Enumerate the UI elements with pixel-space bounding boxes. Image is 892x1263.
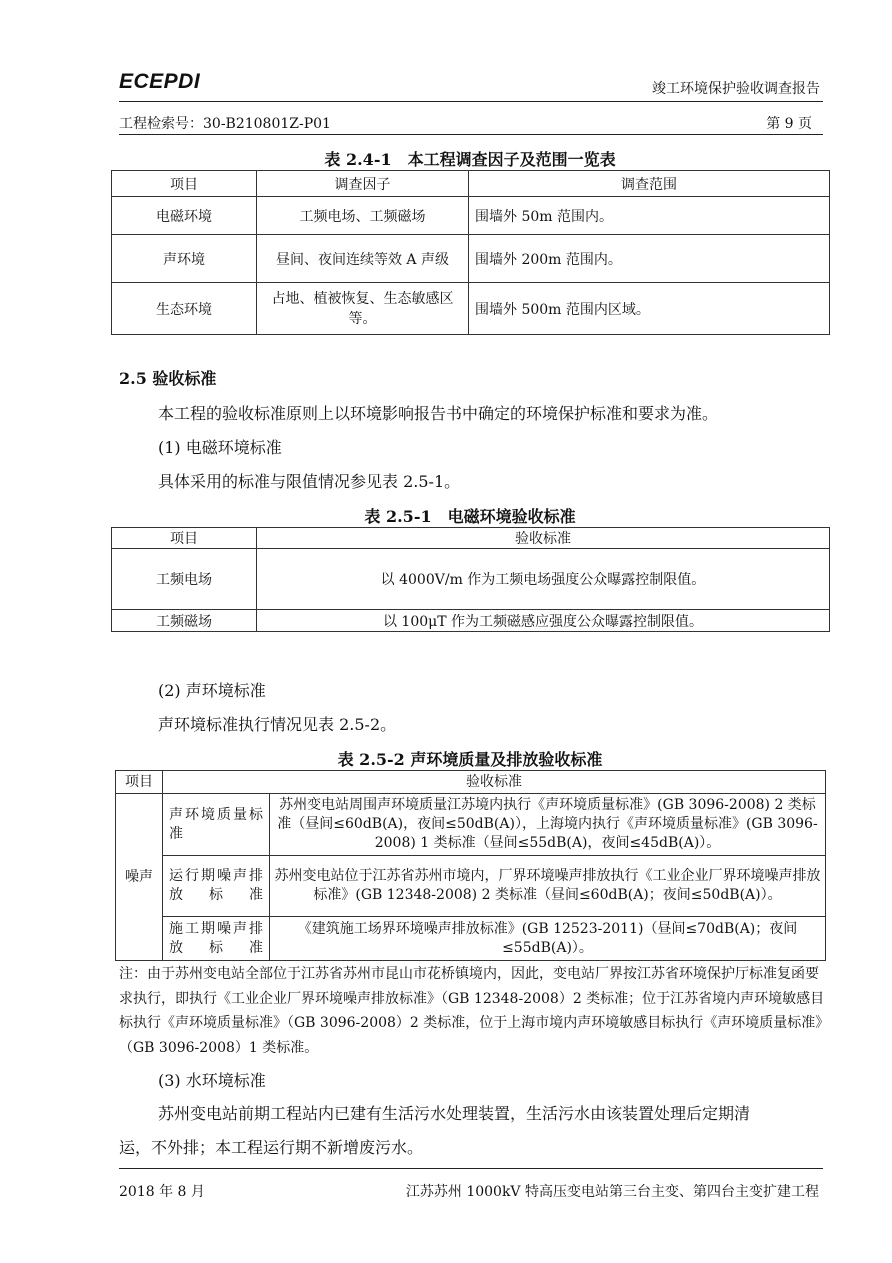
table-header-row — [112, 171, 830, 197]
table-caption: 表 2.5-2 声环境质量及排放验收标准 — [337, 750, 603, 769]
table-cell: 围墙外 500m 范围内区域。 — [469, 283, 830, 335]
table-header-cell: 项目 — [112, 528, 257, 549]
table-header-cell: 调查范围 — [469, 171, 830, 197]
table-cell: 声环境 — [112, 235, 257, 283]
header-divider-2 — [119, 134, 823, 135]
footer-date: 2018 年 8 月 — [119, 1184, 205, 1200]
table-row — [112, 235, 830, 283]
table-cell: 苏州变电站位于江苏省苏州市境内，厂界环境噪声排放执行《工业企业厂界环境噪声排放标准》(GB 12348-2008) 2 类标准（昼间≤60dB(A)；夜间≤50dB(A)）。 — [270, 856, 826, 917]
section-heading: 2.5 验收标准 — [119, 369, 217, 388]
table-row — [116, 856, 826, 917]
table-cell: 以 4000V/m 作为工频电场强度公众曝露控制限值。 — [257, 549, 830, 610]
subheading: (1) 电磁环境标准 — [158, 438, 282, 457]
table-header-row — [112, 528, 830, 549]
page-number: 第 9 页 — [766, 116, 812, 132]
table-cell: 声环境质量标准 — [163, 794, 270, 856]
table-row — [112, 283, 830, 335]
table-cell: 《建筑施工场界环境噪声排放标准》(GB 12523-2011)（昼间≤70dB(A)；夜间≤55dB(A)）。 — [270, 917, 826, 961]
table-caption: 表 2.4-1 本工程调查因子及范围一览表 — [324, 150, 616, 169]
survey-factor-table — [111, 170, 830, 335]
paragraph: 本工程的验收标准原则上以环境影响报告书中确定的环境保护标准和要求为准。 — [158, 404, 719, 423]
company-logo: ECEPDI — [119, 70, 201, 93]
table-cell: 占地、植被恢复、生态敏感区等。 — [257, 283, 469, 335]
table-caption: 表 2.5-1 电磁环境验收标准 — [364, 507, 576, 526]
table-header-cell: 验收标准 — [163, 771, 826, 794]
table-cell: 运行期噪声排放标准 — [163, 856, 270, 917]
table-header-cell: 项目 — [112, 171, 257, 197]
report-title: 竣工环境保护验收调查报告 — [652, 81, 820, 97]
paragraph: 具体采用的标准与限值情况参见表 2.5-1。 — [158, 472, 461, 491]
table-header-cell: 验收标准 — [257, 528, 830, 549]
table-cell: 电磁环境 — [112, 197, 257, 235]
table-note: 注：由于苏州变电站全部位于江苏省苏州市昆山市花桥镇境内，因此，变电站厂界按江苏省环境保护厅标准复函要求执行，即执行《工业企业厂界环境噪声排放标准》（GB 12348-2008）2 类标准；位于江苏省境内声环境敏感目标执行《声环境质量标准》（GB 3096-2008）2 类标准，位于上海市境内声环境敏感目标执行《声环境质量标准》（GB 3096-2008）1 类标准。 — [119, 966, 825, 1056]
header-divider — [119, 101, 823, 102]
table-cell: 施工期噪声排放标准 — [163, 917, 270, 961]
footer-project: 江苏苏州 1000kV 特高压变电站第三台主变、第四台主变扩建工程 — [405, 1184, 819, 1200]
paragraph: 苏州变电站前期工程站内已建有生活污水处理装置，生活污水由该装置处理后定期清 — [158, 1104, 751, 1123]
table-group-cell: 噪声 — [116, 794, 163, 961]
table-row — [112, 610, 830, 632]
table-row — [112, 197, 830, 235]
table-row — [116, 917, 826, 961]
table-cell: 围墙外 200m 范围内。 — [469, 235, 830, 283]
table-row — [112, 549, 830, 610]
table-cell: 生态环境 — [112, 283, 257, 335]
noise-standard-table — [115, 770, 826, 961]
table-cell: 围墙外 50m 范围内。 — [469, 197, 830, 235]
table-header-row — [116, 771, 826, 794]
table-cell: 苏州变电站周围声环境质量江苏境内执行《声环境质量标准》(GB 3096-2008) 2 类标准（昼间≤60dB(A)，夜间≤50dB(A)），上海境内执行《声环境质量标准》(GB 3096-2008) 1 类标准（昼间≤55dB(A)，夜间≤45dB(A)）。 — [270, 794, 826, 856]
table-cell: 昼间、夜间连续等效 A 声级 — [257, 235, 469, 283]
table-header-cell: 项目 — [116, 771, 163, 794]
paragraph: 运，不外排；本工程运行期不新增废污水。 — [119, 1138, 424, 1157]
table-header-cell: 调查因子 — [257, 171, 469, 197]
subheading: (3) 水环境标准 — [158, 1071, 266, 1090]
table-cell: 工频磁场 — [112, 610, 257, 632]
table-row — [116, 794, 826, 856]
table-cell: 以 100μT 作为工频磁感应强度公众曝露控制限值。 — [257, 610, 830, 632]
index-number: 工程检索号：30-B210801Z-P01 — [119, 116, 331, 132]
emf-standard-table — [111, 527, 830, 632]
table-cell: 工频电场、工频磁场 — [257, 197, 469, 235]
footer-divider — [119, 1168, 823, 1169]
subheading: (2) 声环境标准 — [158, 681, 266, 700]
paragraph: 声环境标准执行情况见表 2.5-2。 — [158, 715, 397, 734]
table-cell: 工频电场 — [112, 549, 257, 610]
